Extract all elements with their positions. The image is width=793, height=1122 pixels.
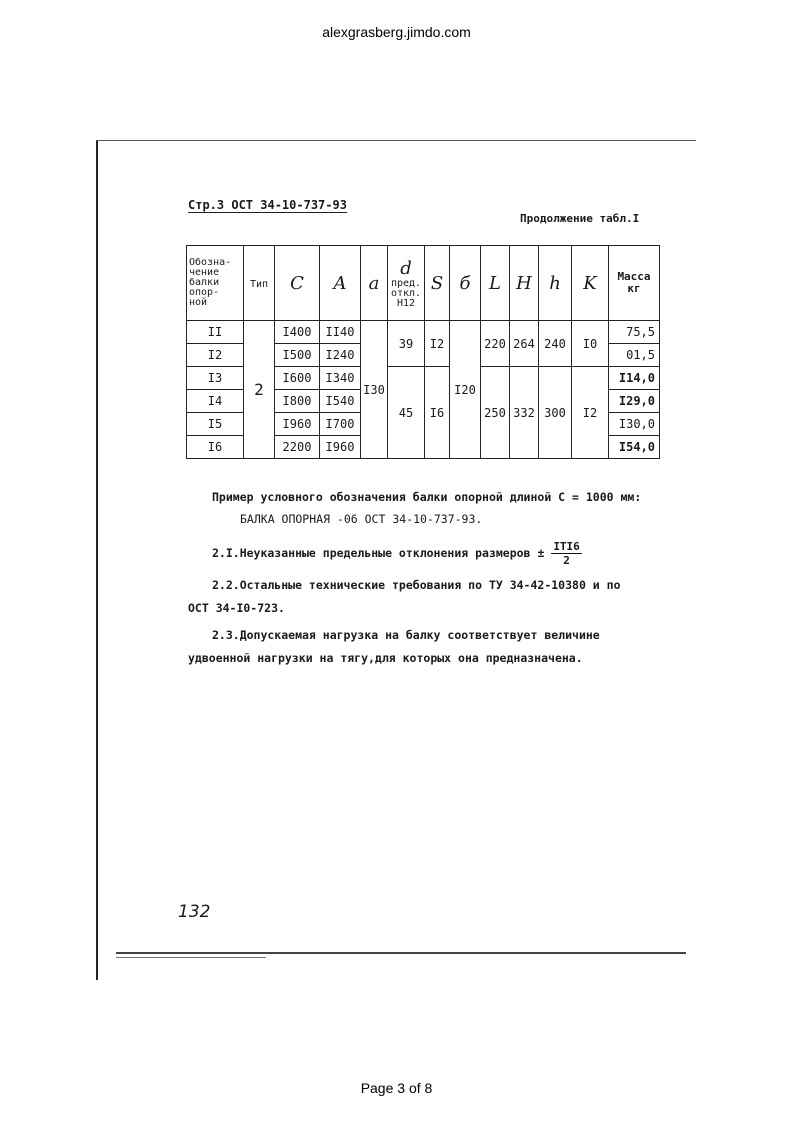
page-border-top (96, 140, 696, 141)
item-2-2-line-1: 2.2.Остальные технические требования по ТУ 34-42-10380 и по (212, 578, 621, 592)
page-number: 132 (178, 902, 211, 922)
col-l-header: L (481, 246, 510, 321)
cell-designation: I5 (187, 413, 244, 436)
item-2-1-fraction (551, 540, 582, 567)
cell-designation: I6 (187, 436, 244, 459)
col-designation-header: Обозна- чение балки опор- ной (187, 246, 244, 321)
doc-header-right: Продолжение табл.I (520, 212, 640, 225)
col-h-lower-header: h (539, 246, 572, 321)
cell-d-group1: 39 (388, 321, 425, 367)
cell-c: I800 (275, 390, 320, 413)
cell-a: I240 (320, 344, 361, 367)
cell-a: I540 (320, 390, 361, 413)
item-2-1-fraction-num: IТI6 (553, 540, 580, 553)
cell-a-small: I30 (361, 321, 388, 459)
col-c-header: C (275, 246, 320, 321)
cell-l-group1: 220 (481, 321, 510, 367)
cell-s-group2: I6 (425, 367, 450, 459)
example-line-2: БАЛКА ОПОРНАЯ -06 ОСТ 34-10-737-93. (240, 512, 483, 526)
cell-type: 2 (244, 321, 275, 459)
site-header: alexgrasberg.jimdo.com (322, 24, 471, 40)
cell-s-group1: I2 (425, 321, 450, 367)
col-d-header: d пред. откл. H12 (388, 246, 425, 321)
col-a-header: A (320, 246, 361, 321)
item-2-1-text: 2.I.Неуказанные предельные отклонения размеров (212, 546, 531, 560)
col-a-small-header: a (361, 246, 388, 321)
item-2-2-line-2: ОСТ 34-I0-723. (188, 601, 285, 615)
cell-d-group2: 45 (388, 367, 425, 459)
page-border-left (96, 140, 98, 980)
item-2-3-line-1: 2.3.Допускаемая нагрузка на балку соответствует величине (212, 628, 600, 642)
cell-b: I20 (450, 321, 481, 459)
cell-l-group2: 250 (481, 367, 510, 459)
col-type-header: Тип (244, 246, 275, 321)
table-row (187, 321, 660, 344)
cell-c: I400 (275, 321, 320, 344)
col-k-header: K (572, 246, 609, 321)
cell-c: 2200 (275, 436, 320, 459)
page-footer: Page 3 of 8 (360, 1080, 433, 1096)
cell-a: II40 (320, 321, 361, 344)
cell-c: I500 (275, 344, 320, 367)
cell-c: I600 (275, 367, 320, 390)
cell-mass: I30,0 (609, 413, 660, 436)
cell-mass: 01,5 (609, 344, 660, 367)
col-h-upper-header: H (510, 246, 539, 321)
scanned-page (96, 140, 696, 985)
col-b-header: б (450, 246, 481, 321)
cell-mass: I54,0 (609, 436, 660, 459)
doc-header-left: Стр.3 ОСТ 34-10-737-93 (188, 198, 347, 212)
page-border-bottom (116, 952, 686, 954)
cell-c: I960 (275, 413, 320, 436)
item-2-1 (212, 540, 582, 567)
cell-h-upper-group2: 332 (510, 367, 539, 459)
cell-mass: I29,0 (609, 390, 660, 413)
item-2-3-line-2: удвоенной нагрузки на тягу,для которых она предназначена. (188, 651, 583, 665)
item-2-1-plusminus: ± (537, 546, 545, 560)
cell-k-group1: I0 (572, 321, 609, 367)
table-header-row (187, 246, 660, 321)
cell-designation: I2 (187, 344, 244, 367)
cell-designation: I3 (187, 367, 244, 390)
cell-h-upper-group1: 264 (510, 321, 539, 367)
cell-mass: 75,5 (609, 321, 660, 344)
beam-spec-table (186, 245, 660, 459)
col-mass-header: Масса кг (609, 246, 660, 321)
cell-k-group2: I2 (572, 367, 609, 459)
cell-a: I700 (320, 413, 361, 436)
cell-designation: II (187, 321, 244, 344)
col-s-header: S (425, 246, 450, 321)
cell-a: I340 (320, 367, 361, 390)
cell-a: I960 (320, 436, 361, 459)
example-line-1: Пример условного обозначения балки опорной длиной С = 1000 мм: (212, 490, 642, 504)
cell-mass: I14,0 (609, 367, 660, 390)
item-2-1-fraction-den: 2 (563, 554, 570, 567)
page-border-bottom-secondary (116, 957, 266, 958)
cell-designation: I4 (187, 390, 244, 413)
cell-h-lower-group1: 240 (539, 321, 572, 367)
cell-h-lower-group2: 300 (539, 367, 572, 459)
